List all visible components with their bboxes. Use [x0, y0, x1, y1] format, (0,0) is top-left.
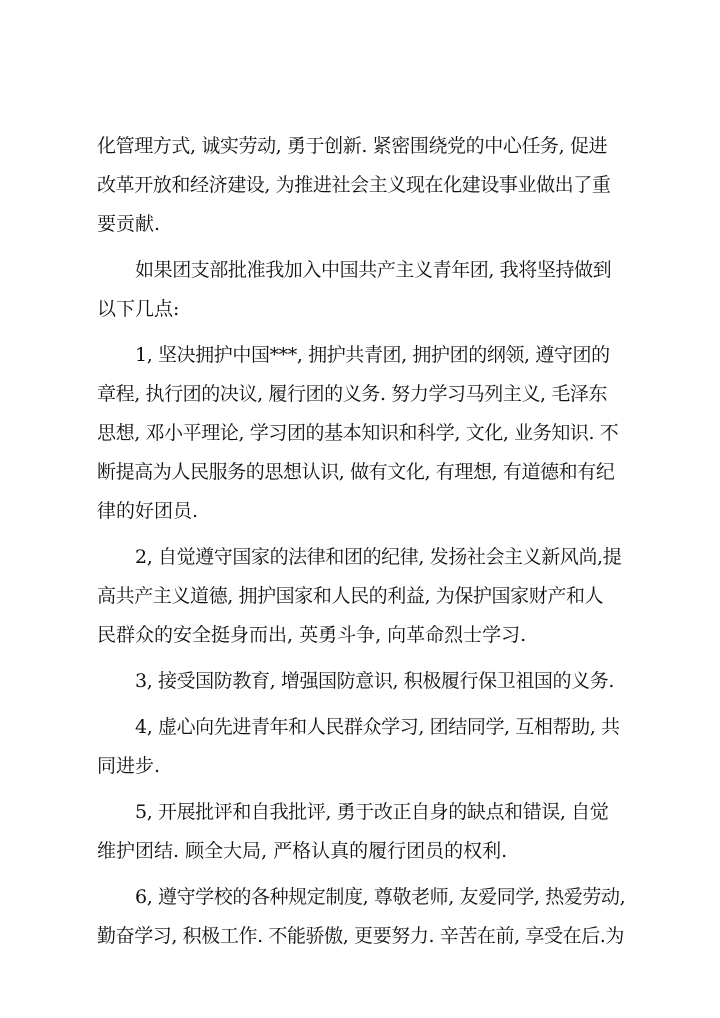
text-line: 高共产主义道德, 拥护国家和人民的利益, 为保护国家财产和人 — [97, 585, 604, 607]
text-line: 同进步. — [97, 755, 161, 777]
document-body — [97, 127, 637, 956]
text-line: 化管理方式, 诚实劳动, 勇于创新. 紧密围绕党的中心任务, 促进 — [97, 135, 608, 157]
text-line: 民群众的安全挺身而出, 英勇斗争, 向革命烈士学习. — [97, 624, 527, 646]
text-line: 思想, 邓小平理论, 学习团的基本知识和科学, 文化, 业务知识. 不 — [97, 422, 619, 444]
text-line: 断提高为人民服务的思想认识, 做有文化, 有理想, 有道德和有纪 — [97, 461, 615, 483]
text-line: 5, 开展批评和自我批评, 勇于改正自身的缺点和错误, 自觉 — [135, 801, 609, 823]
text-line: 律的好团员. — [97, 500, 199, 522]
paragraph-point-6 — [97, 878, 637, 956]
paragraph-continuation — [97, 127, 637, 244]
text-line: 改革开放和经济建设, 为推进社会主义现在化建设事业做出了重 — [97, 174, 611, 196]
text-line: 章程, 执行团的决议, 履行团的义务. 努力学习马列主义, 毛泽东 — [97, 383, 608, 405]
text-line: 6, 遵守学校的各种规定制度, 尊敬老师, 友爱同学, 热爱劳动, — [135, 886, 626, 908]
text-line: 维护团结. 顾全大局, 严格认真的履行团员的权利. — [97, 840, 508, 862]
paragraph-point-5 — [97, 793, 637, 871]
paragraph-point-3 — [97, 662, 637, 701]
paragraph-point-1 — [97, 336, 637, 531]
text-line: 3, 接受国防教育, 增强国防意识, 积极履行保卫祖国的义务. — [135, 670, 614, 692]
text-line: 2, 自觉遵守国家的法律和团的纪律, 发扬社会主义新风尚,提 — [135, 546, 622, 568]
text-line: 勤奋学习, 积极工作. 不能骄傲, 更要努力. 辛苦在前, 享受在后.为 — [97, 925, 625, 947]
text-line: 以下几点: — [97, 298, 180, 320]
text-line: 1, 坚决拥护中国***, 拥护共青团, 拥护团的纲领, 遵守团的 — [135, 344, 610, 366]
paragraph-point-2 — [97, 538, 637, 655]
text-line: 如果团支部批准我加入中国共产主义青年团, 我将坚持做到 — [135, 259, 612, 281]
paragraph-point-4 — [97, 708, 637, 786]
text-line: 要贡献. — [97, 213, 161, 235]
text-line: 4, 虚心向先进青年和人民群众学习, 团结同学, 互相帮助, 共 — [135, 716, 620, 738]
paragraph-intro — [97, 251, 637, 329]
